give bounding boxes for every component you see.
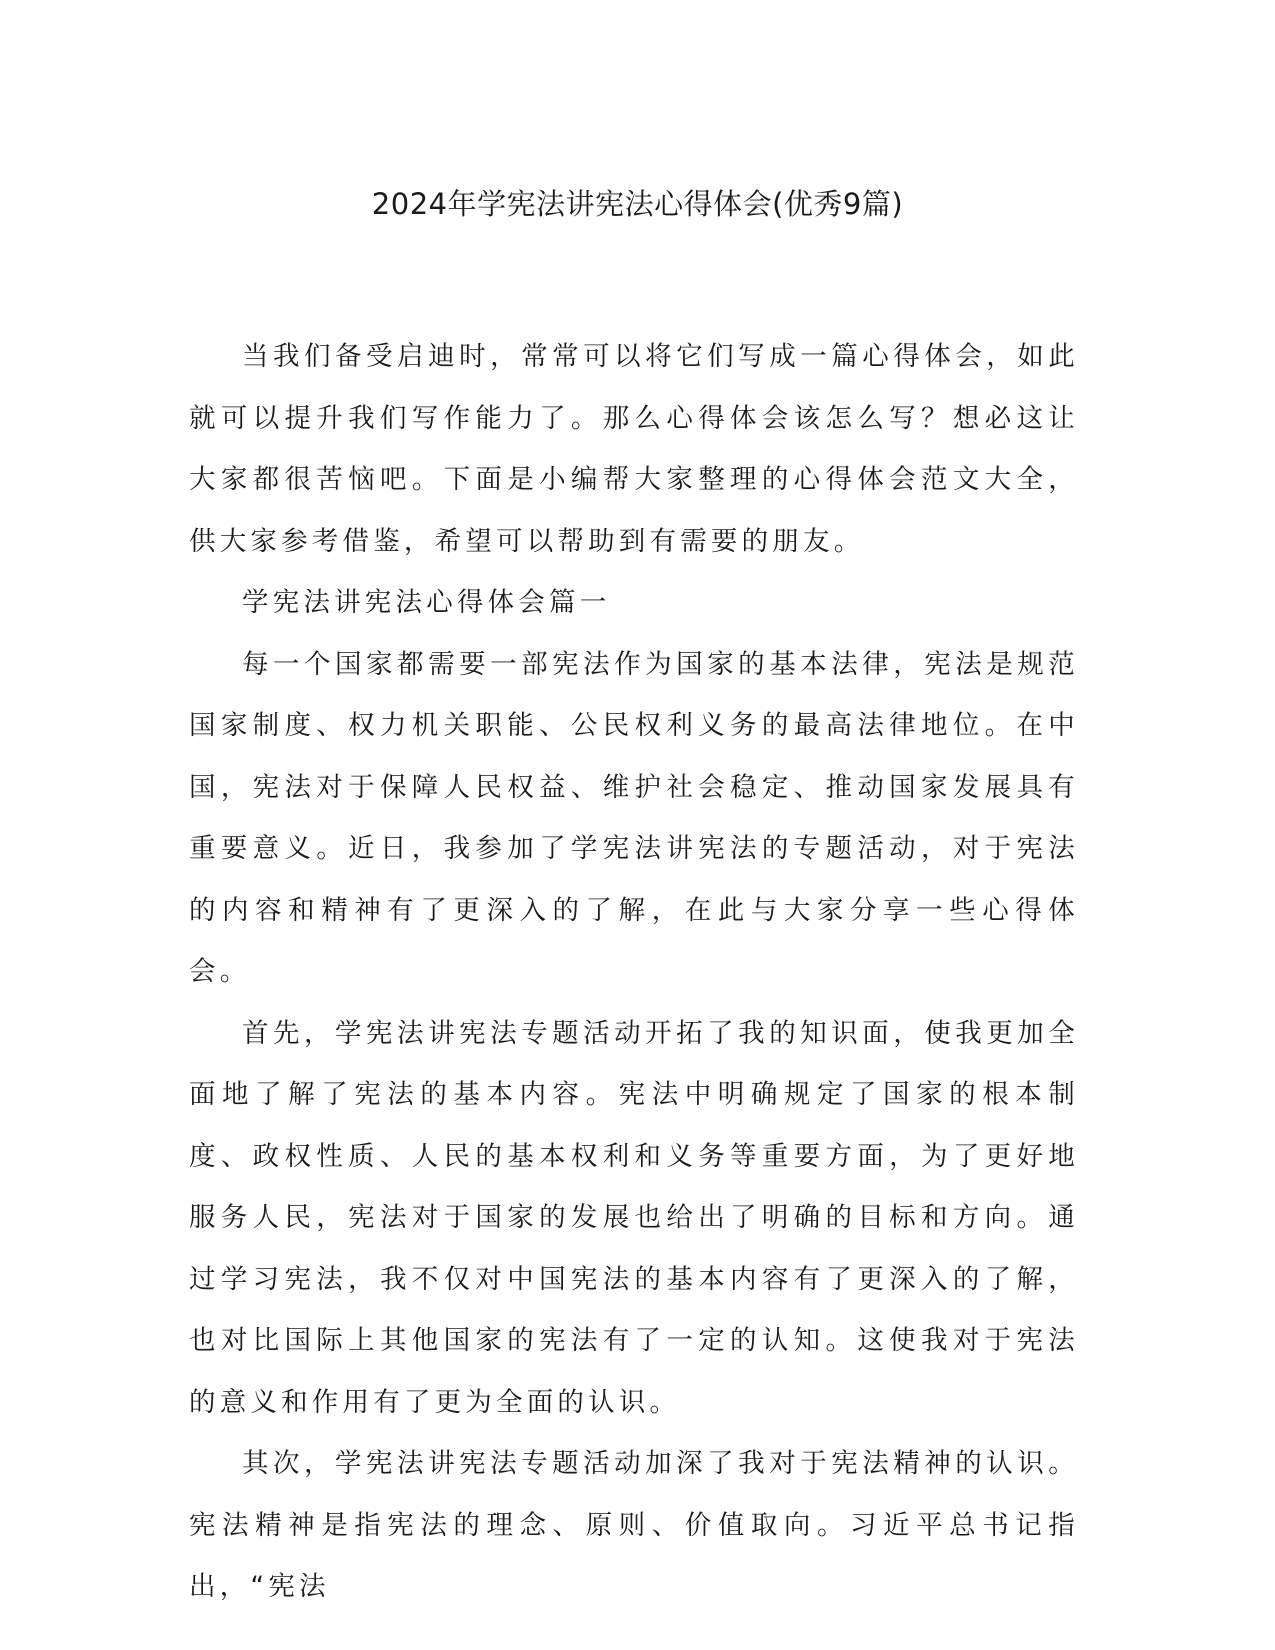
document-title: 2024年学宪法讲宪法心得体会(优秀9篇) [371, 187, 904, 221]
body-paragraph: 每一个国家都需要一部宪法作为国家的基本法律，宪法是规范国家制度、权力机关职能、公民权利义务的最高法律地位。在中国，宪法对于保障人民权益、维护社会稳定、推动国家发展具有重要意义。近日，我参加了学宪法讲宪法的专题活动，对于宪法的内容和精神有了更深入的了解，在此与大家分享一些心得体会。 [189, 648, 1079, 987]
body-paragraph: 首先，学宪法讲宪法专题活动开拓了我的知识面，使我更加全面地了解了宪法的基本内容。宪法中明确规定了国家的根本制度、政权性质、人民的基本权利和义务等重要方面，为了更好地服务人民，宪法对于国家的发展也给出了明确的目标和方向。通过学习宪法，我不仅对中国宪法的基本内容有了更深入的了解，也对比国际上其他国家的宪法有了一定的认知。这使我对于宪法的意义和作用有了更为全面的认识。 [189, 1017, 1079, 1418]
section-heading: 学宪法讲宪法心得体会篇一 [242, 587, 611, 618]
document-body [189, 326, 1079, 1618]
intro-paragraph: 当我们备受启迪时，常常可以将它们写成一篇心得体会，如此就可以提升我们写作能力了。那么心得体会该怎么写？想必这让大家都很苦恼吧。下面是小编帮大家整理的心得体会范文大全，供大家参考借鉴，希望可以帮助到有需要的朋友。 [189, 341, 1079, 557]
body-paragraph: 其次，学宪法讲宪法专题活动加深了我对于宪法精神的认识。宪法精神是指宪法的理念、原则、价值取向。习近平总书记指出，“宪法 [189, 1448, 1079, 1602]
